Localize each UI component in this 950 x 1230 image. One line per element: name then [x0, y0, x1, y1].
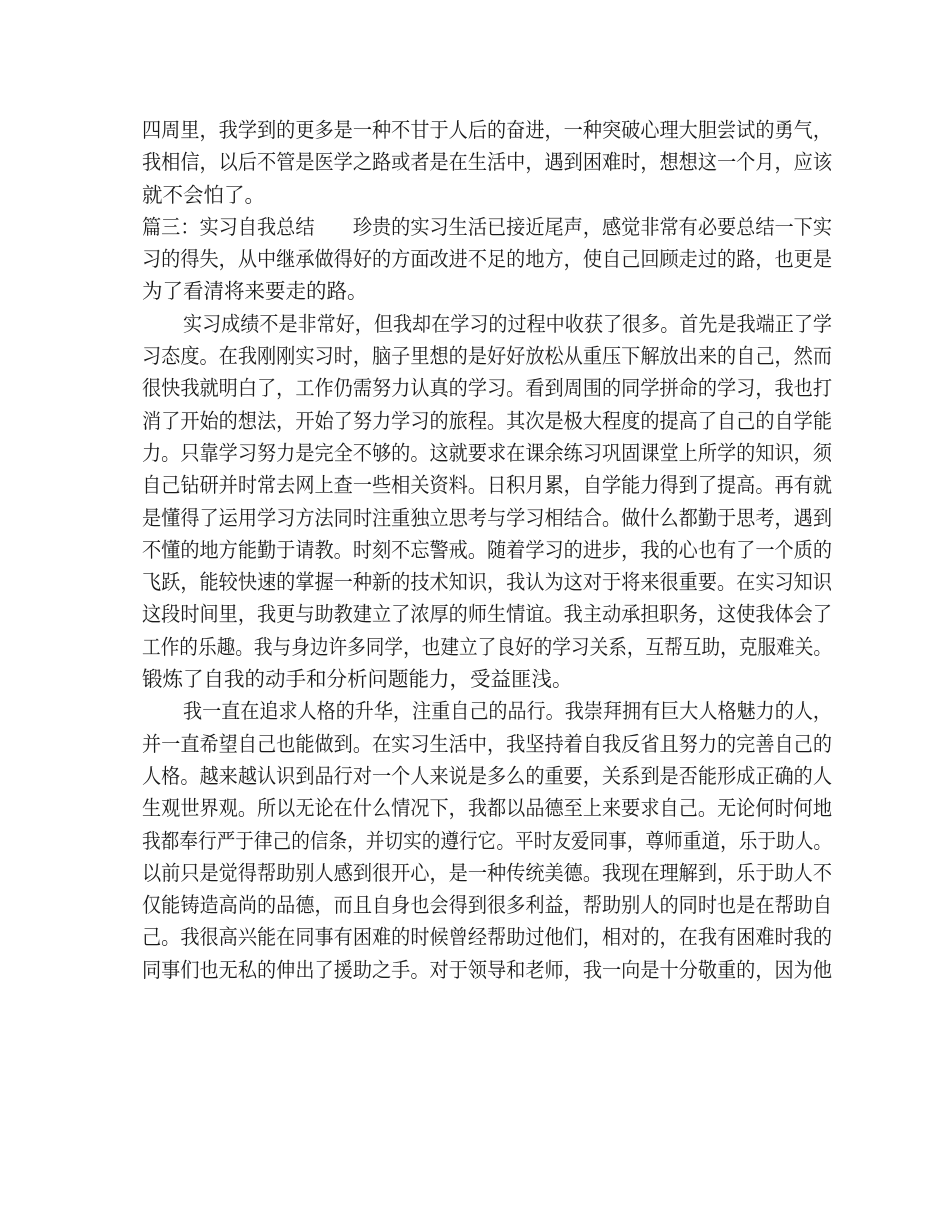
text-line: 仅能铸造高尚的品德，而且自身也会得到很多利益，帮助别人的同时也是在帮助自: [142, 893, 832, 918]
text-line: 飞跃，能较快速的掌握一种新的技术知识，我认为这对于将来很重要。在实习知识: [142, 570, 832, 595]
text-line: 习的得失，从中继承做得好的方面改进不足的地方，使自己回顾走过的路，也更是: [142, 247, 832, 272]
text-line: 不懂的地方能勤于请教。时刻不忘警戒。随着学习的进步，我的心也有了一个质的: [142, 537, 832, 562]
text-line: 四周里，我学到的更多是一种不甘于人后的奋进，一种突破心理大胆尝试的勇气，: [142, 118, 832, 142]
text-line: 实习成绩不是非常好，但我却在学习的过程中收获了很多。首先是我端正了学: [183, 311, 832, 336]
text-line: 我一直在追求人格的升华，注重自己的品行。我崇拜拥有巨大人格魅力的人，: [183, 699, 832, 724]
text-line: 并一直希望自己也能做到。在实习生活中，我坚持着自我反省且努力的完善自己的: [142, 731, 832, 756]
text-line: 己。我很高兴能在同事有困难的时候曾经帮助过他们，相对的，在我有困难时我的: [142, 925, 832, 950]
text-line: 我都奉行严于律己的信条，并切实的遵行它。平时友爱同事，尊师重道，乐于助人。: [142, 828, 832, 853]
text-line: 习态度。在我刚刚实习时，脑子里想的是好好放松从重压下解放出来的自己，然而: [142, 344, 832, 369]
text-line: 很快我就明白了，工作仍需努力认真的学习。看到周围的同学拼命的学习，我也打: [142, 376, 832, 401]
document-body: [142, 114, 832, 986]
text-line: 人格。越来越认识到品行对一个人来说是多么的重要，关系到是否能形成正确的人: [142, 763, 832, 788]
text-line: 力。只靠学习努力是完全不够的。这就要求在课余练习巩固课堂上所学的知识，须: [142, 440, 832, 465]
text-line: 锻炼了自我的动手和分析问题能力，受益匪浅。: [142, 667, 573, 692]
text-line: 自己钻研并时常去网上查一些相关资料。日积月累，自学能力得到了提高。再有就: [142, 473, 832, 498]
text-line: 我相信，以后不管是医学之路或者是在生活中，遇到困难时，想想这一个月，应该: [142, 150, 832, 175]
text-line: 同事们也无私的伸出了援助之手。对于领导和老师，我一向是十分敬重的，因为他: [142, 957, 832, 982]
text-line: 这段时间里，我更与助教建立了浓厚的师生情谊。我主动承担职务，这使我体会了: [142, 602, 832, 627]
text-line: 是懂得了运用学习方法同时注重独立思考与学习相结合。做什么都勤于思考，遇到: [142, 505, 832, 530]
text-line: 篇三：实习自我总结 珍贵的实习生活已接近尾声，感觉非常有必要总结一下实: [142, 214, 832, 239]
text-line: 为了看清将来要走的路。: [142, 279, 368, 304]
text-line: 消了开始的想法，开始了努力学习的旅程。其次是极大程度的提高了自己的自学能: [142, 408, 832, 433]
text-line: 就不会怕了。: [142, 182, 265, 207]
text-line: 工作的乐趣。我与身边许多同学，也建立了良好的学习关系，互帮互助，克服难关。: [142, 634, 832, 659]
text-line: 生观世界观。所以无论在什么情况下，我都以品德至上来要求自己。无论何时何地: [142, 796, 832, 821]
text-line: 以前只是觉得帮助别人感到很开心，是一种传统美德。我现在理解到，乐于助人不: [142, 860, 832, 885]
